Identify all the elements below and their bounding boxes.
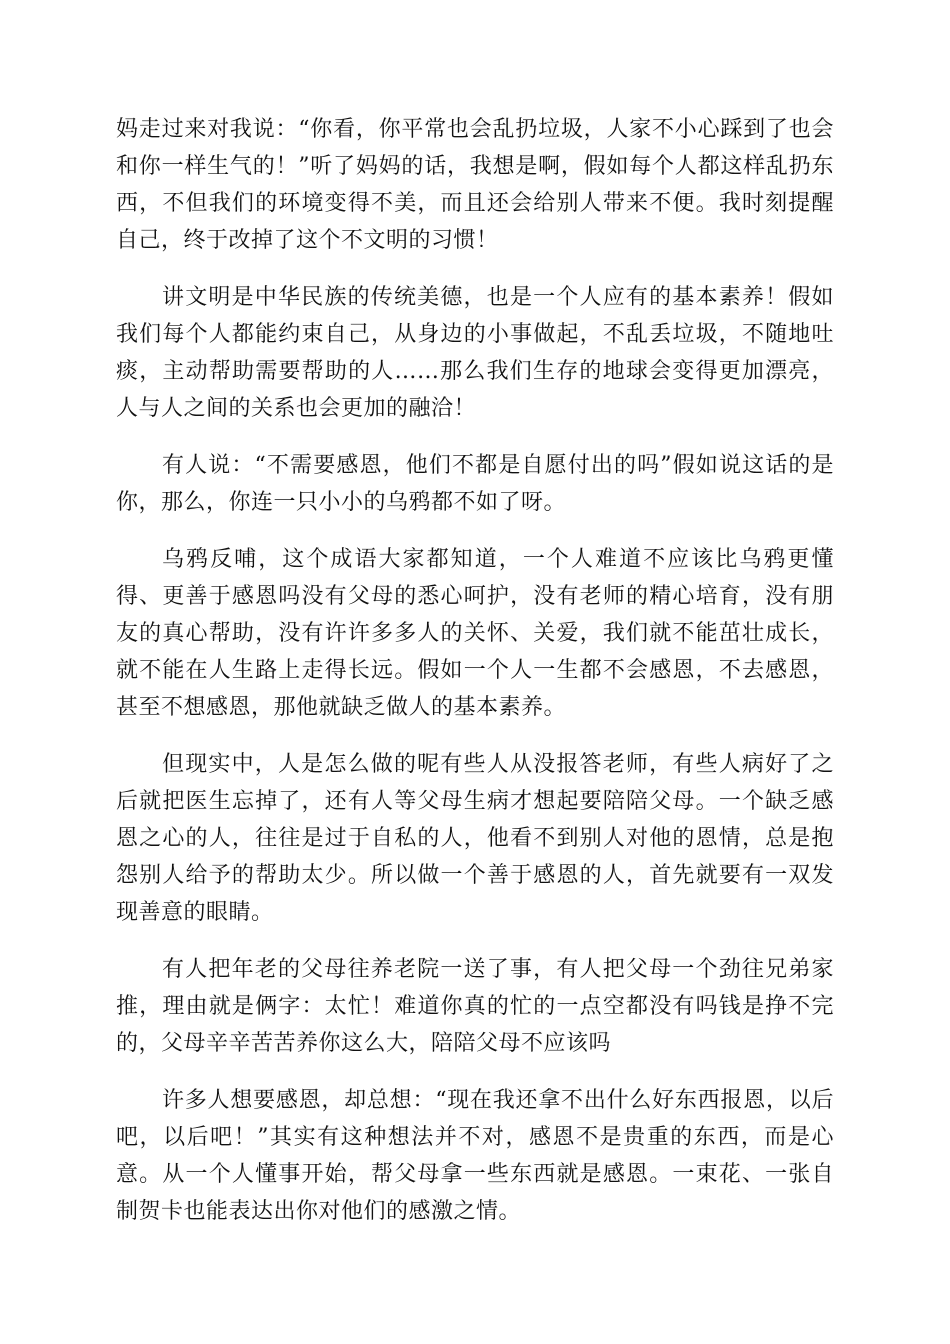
paragraph-7: 许多人想要感恩，却总想：“现在我还拿不出什么好东西报恩，以后吧，以后吧！”其实有这种想法并不对，感恩不是贵重的东西，而是心意。从一个人懂事开始，帮父母拿一些东西就是感恩。一束花、一张自制贺卡也能表达出你对他们的感激之情。 [116,1088,834,1224]
paragraph-4: 乌鸦反哺，这个成语大家都知道，一个人难道不应该比乌鸦更懂得、更善于感恩吗没有父母的悉心呵护，没有老师的精心培育，没有朋友的真心帮助，没有许许多多人的关怀、关爱，我们就不能茁壮成长，就不能在人生路上走得长远。假如一个人一生都不会感恩，不去感恩，甚至不想感恩，那他就缺乏做人的基本素养。 [116,547,834,720]
paragraph-6: 有人把年老的父母往养老院一送了事，有人把父母一个劲往兄弟家推，理由就是俩字：太忙！难道你真的忙的一点空都没有吗钱是挣不完的，父母辛辛苦苦养你这么大，陪陪父母不应该吗 [116,957,834,1056]
paragraph-5: 但现实中，人是怎么做的呢有些人从没报答老师，有些人病好了之后就把医生忘掉了，还有人等父母生病才想起要陪陪父母。一个缺乏感恩之心的人，往往是过于自私的人，他看不到别人对他的恩情，总是抱怨别人给予的帮助太少。所以做一个善于感恩的人，首先就要有一双发现善意的眼睛。 [116,752,834,925]
paragraph-2: 讲文明是中华民族的传统美德，也是一个人应有的基本素养！假如我们每个人都能约束自己，从身边的小事做起，不乱丢垃圾，不随地吐痰，主动帮助需要帮助的人……那么我们生存的地球会变得更加漂亮，人与人之间的关系也会更加的融洽！ [116,285,834,421]
document-body [116,111,834,1250]
paragraph-1: 妈走过来对我说：“你看，你平常也会乱扔垃圾，人家不小心踩到了也会和你一样生气的！”听了妈妈的话，我想是啊，假如每个人都这样乱扔东西，不但我们的环境变得不美，而且还会给别人带来不便。我时刻提醒自己，终于改掉了这个不文明的习惯！ [116,117,834,253]
paragraph-3: 有人说：“不需要感恩，他们不都是自愿付出的吗”假如说这话的是你，那么，你连一只小小的乌鸦都不如了呀。 [116,453,834,515]
